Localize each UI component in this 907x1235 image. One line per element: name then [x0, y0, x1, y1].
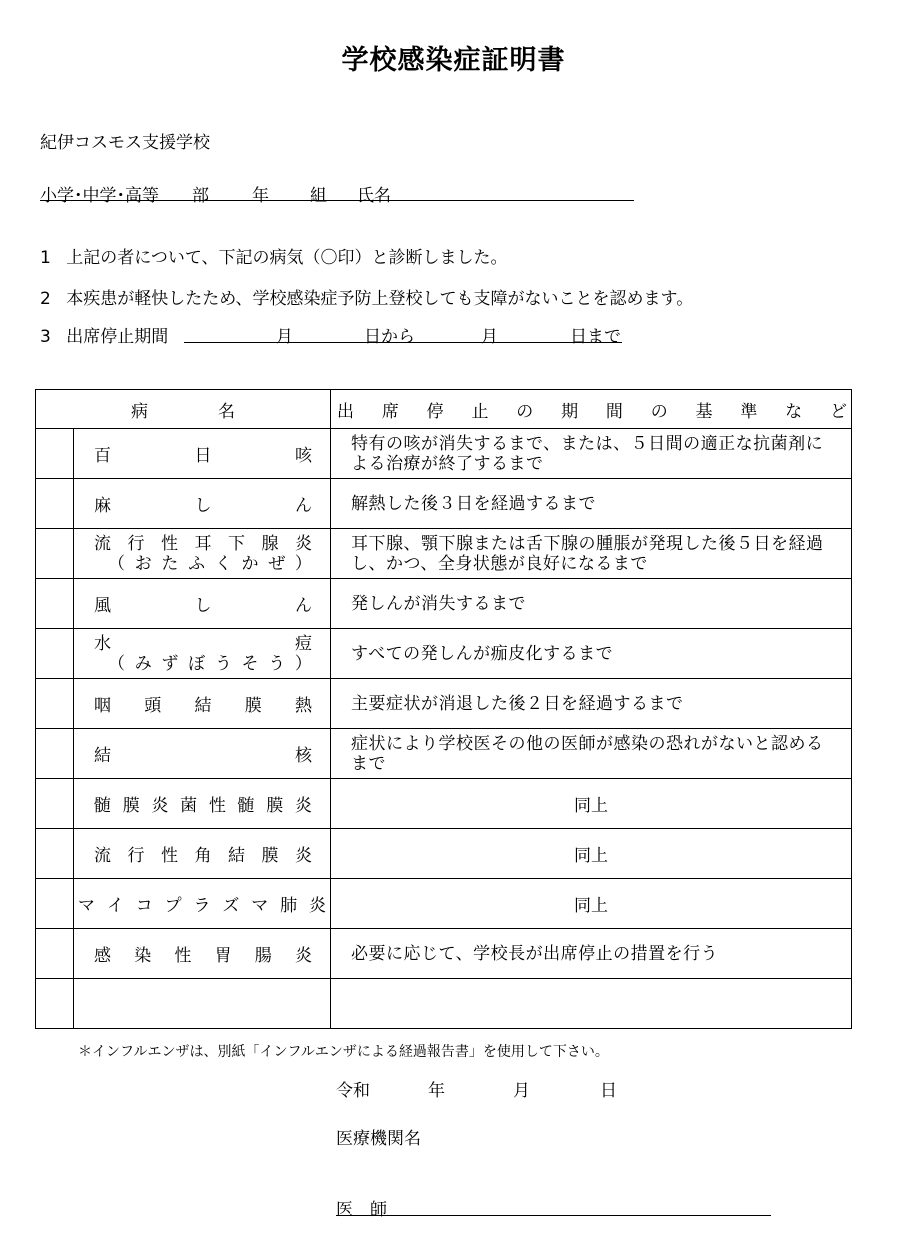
criteria-cell [331, 629, 852, 679]
disease-char: 行 [127, 846, 145, 866]
mark-cell[interactable] [36, 429, 74, 479]
disease-name [74, 441, 330, 466]
criteria-cell [331, 729, 852, 779]
mark-cell[interactable] [36, 979, 74, 1029]
division-label: 小学･中学･高等 [40, 186, 159, 206]
disease-char: 耳 [194, 533, 212, 554]
period-month-2: 月 [481, 327, 498, 347]
disease-cell [74, 829, 331, 879]
criteria-text: 症状により学校医その他の医師が感染の恐れがないと認めるまで [351, 733, 824, 774]
criteria-text: 耳下腺、顎下腺または舌下腺の腫脹が発現した後５日を経過し、かつ、全身状態が良好になるまで [351, 533, 824, 574]
mark-cell[interactable] [36, 929, 74, 979]
disease-name [74, 841, 330, 866]
disease-char: う [214, 653, 232, 674]
header-char: 停 [426, 401, 444, 422]
criteria-cell [331, 779, 852, 829]
disease-char: イ [106, 896, 124, 916]
disease-char: 咽 [94, 696, 111, 716]
disease-char: （ [108, 653, 125, 674]
disease-char: 膜 [244, 696, 262, 716]
disease-char: プ [164, 896, 182, 916]
disease-char: お [134, 553, 152, 574]
header-char: 基 [695, 401, 713, 422]
disease-char: ず [161, 653, 179, 674]
table-row [36, 929, 852, 979]
disease-char: マ [251, 896, 269, 916]
header-char: 期 [561, 401, 579, 422]
disease-char: ） [294, 653, 312, 674]
criteria-text: すべての発しんが痂皮化するまで [351, 643, 614, 664]
criteria-text: 同上 [574, 896, 608, 916]
disease-char: 膜 [266, 796, 284, 816]
disease-char: 炎 [295, 533, 312, 554]
disease-name [74, 941, 330, 966]
disease-cell [74, 579, 331, 629]
criteria-text: 必要に応じて、学校長が出席停止の措置を行う [351, 943, 719, 964]
header-disease [36, 397, 330, 422]
statement-text: 出席停止期間 [66, 327, 169, 347]
statement-1 [40, 243, 508, 268]
mark-cell[interactable] [36, 479, 74, 529]
disease-char: コ [135, 896, 153, 916]
table-row [36, 729, 852, 779]
table-row [36, 579, 852, 629]
header-char: な [785, 401, 803, 422]
disease-subname [94, 654, 312, 674]
disease-char: 風 [94, 596, 111, 616]
disease-char: う [268, 653, 286, 674]
disease-char: 髄 [237, 796, 255, 816]
disease-char: 痘 [295, 633, 312, 654]
disease-char: 肺 [280, 896, 298, 916]
bu-label: 部 [192, 186, 209, 206]
disease-char: み [134, 653, 152, 674]
header-char: 準 [740, 401, 758, 422]
mark-cell[interactable] [36, 579, 74, 629]
disease-char: か [241, 553, 259, 574]
disease-char: 結 [194, 696, 212, 716]
header-char: 出 [337, 401, 354, 422]
criteria-text: 特有の咳が消失するまで、または、５日間の適正な抗菌剤による治療が終了するまで [351, 433, 824, 474]
student-info-line [40, 181, 634, 206]
shimei-label: 氏名 [357, 186, 391, 206]
period-day-2: 日まで [570, 327, 621, 347]
disease-name [74, 791, 330, 816]
disease-char: 性 [161, 846, 178, 866]
table-row [36, 979, 852, 1029]
disease-cell [74, 429, 331, 479]
header-char: 間 [605, 401, 623, 422]
header-char: 席 [381, 401, 399, 422]
statement-text: 本疾患が軽快したため、学校感染症予防上登校しても支障がないことを認めます。 [66, 289, 694, 309]
kumi-label: 組 [310, 186, 327, 206]
institution-label: 医療機関名 [336, 1129, 421, 1149]
disease-char: ズ [222, 896, 240, 916]
table-row [36, 779, 852, 829]
disease-char: 性 [161, 533, 178, 554]
table-row [36, 829, 852, 879]
header-char: の [650, 401, 668, 422]
criteria-text: 発しんが消失するまで [351, 593, 526, 614]
nen-label: 年 [252, 186, 269, 206]
criteria-text: 同上 [574, 796, 608, 816]
table-row [36, 629, 852, 679]
disease-cell [74, 879, 331, 929]
date-month: 月 [513, 1081, 530, 1101]
mark-cell[interactable] [36, 779, 74, 829]
criteria-cell [331, 429, 852, 479]
disease-char: ） [294, 553, 312, 574]
disease-char: 炎 [295, 846, 312, 866]
statement-number: 3 [40, 327, 51, 347]
period-day-1: 日から [364, 327, 415, 347]
statement-number: 1 [40, 248, 51, 268]
criteria-cell [331, 979, 852, 1029]
disease-char: 炎 [309, 896, 326, 916]
disease-char: 下 [228, 533, 245, 554]
header-char: 病 [131, 401, 148, 422]
disease-cell [74, 729, 331, 779]
table-header-row [36, 390, 852, 429]
disease-name [74, 691, 330, 716]
disease-subname [94, 554, 312, 574]
criteria-cell [331, 829, 852, 879]
header-criteria-cell [331, 390, 852, 429]
mark-cell[interactable] [36, 829, 74, 879]
disease-char: 染 [134, 946, 152, 966]
disease-name [74, 741, 330, 766]
header-criteria [331, 397, 851, 422]
date-year: 年 [428, 1081, 445, 1101]
disease-char: 菌 [180, 796, 198, 816]
disease-char: し [194, 596, 212, 616]
disease-cell [74, 629, 331, 679]
disease-char: ぼ [188, 653, 206, 674]
disease-cell [74, 929, 331, 979]
disease-char: 胃 [214, 946, 232, 966]
mark-cell[interactable] [36, 679, 74, 729]
disease-char: た [161, 553, 179, 574]
disease-char: 頭 [144, 696, 162, 716]
disease-char: 炎 [294, 796, 312, 816]
disease-name [94, 534, 312, 554]
disease-char: 性 [174, 946, 192, 966]
disease-char: 行 [127, 533, 145, 554]
disease-char: ん [295, 596, 312, 616]
criteria-cell [331, 529, 852, 579]
disease-cell [74, 679, 331, 729]
criteria-cell [331, 879, 852, 929]
disease-char: 結 [228, 846, 245, 866]
criteria-text: 解熱した後３日を経過するまで [351, 493, 596, 514]
criteria-cell [331, 929, 852, 979]
criteria-cell [331, 679, 852, 729]
table-row [36, 479, 852, 529]
table-row [36, 529, 852, 579]
disease-char: ふ [188, 553, 206, 574]
period-month-1: 月 [276, 327, 293, 347]
disease-name [74, 891, 330, 916]
influenza-note: ＊インフルエンザは、別紙「インフルエンザによる経過報告書」を使用して下さい。 [78, 1044, 609, 1060]
disease-char: 腸 [254, 946, 272, 966]
doctor-line [336, 1195, 771, 1220]
disease-char: 感 [94, 946, 111, 966]
disease-char: 日 [194, 446, 212, 466]
disease-cell [74, 979, 331, 1029]
disease-char: 炎 [294, 946, 312, 966]
disease-char: 流 [94, 846, 111, 866]
table-row [36, 879, 852, 929]
header-char: 名 [218, 401, 235, 422]
disease-char: 咳 [295, 446, 312, 466]
disease-char: そ [241, 653, 259, 674]
date-day: 日 [600, 1081, 617, 1101]
school-name: 紀伊コスモス支援学校 [40, 133, 210, 153]
document-title: 学校感染症証明書 [341, 45, 566, 76]
header-disease-cell [36, 390, 331, 429]
criteria-cell [331, 579, 852, 629]
table-row [36, 679, 852, 729]
mark-cell[interactable] [36, 879, 74, 929]
disease-char: 髄 [94, 796, 111, 816]
disease-cell [74, 779, 331, 829]
period-line [184, 322, 622, 347]
header-char: ど [829, 401, 847, 422]
disease-char: 膜 [261, 846, 279, 866]
date-era: 令和 [336, 1081, 370, 1101]
disease-char: 麻 [94, 496, 111, 516]
header-char: 止 [471, 401, 489, 422]
header-char: の [516, 401, 534, 422]
disease-char: 熱 [295, 696, 312, 716]
disease-table [35, 389, 852, 1029]
criteria-text: 主要症状が消退した後２日を経過するまで [351, 693, 684, 714]
criteria-cell [331, 479, 852, 529]
disease-char: 水 [94, 633, 111, 654]
disease-char: 百 [94, 446, 111, 466]
statement-number: 2 [40, 289, 51, 309]
disease-char: マ [78, 896, 95, 916]
mark-cell[interactable] [36, 529, 74, 579]
disease-char: 腺 [261, 533, 279, 554]
disease-char: 結 [94, 746, 111, 766]
criteria-text: 同上 [574, 846, 608, 866]
disease-cell [74, 529, 331, 579]
disease-char: ん [295, 496, 312, 516]
disease-char: 性 [208, 796, 226, 816]
statement-text: 上記の者について、下記の病気（〇印）と診断しました。 [66, 248, 508, 268]
mark-cell[interactable] [36, 729, 74, 779]
disease-char: 流 [94, 533, 111, 554]
disease-char: 膜 [122, 796, 140, 816]
disease-name [94, 634, 312, 654]
disease-char: く [214, 553, 232, 574]
disease-char: 核 [295, 746, 312, 766]
statement-2 [40, 284, 693, 309]
doctor-label: 医 師 [336, 1200, 387, 1220]
disease-char: （ [108, 553, 125, 574]
disease-char: 角 [194, 846, 212, 866]
disease-name [74, 491, 330, 516]
statement-3 [40, 322, 168, 347]
table-row [36, 429, 852, 479]
disease-char: 炎 [151, 796, 169, 816]
mark-cell[interactable] [36, 629, 74, 679]
disease-char: ラ [193, 896, 211, 916]
disease-char: ぜ [268, 553, 286, 574]
disease-name [74, 591, 330, 616]
disease-char: し [194, 496, 212, 516]
disease-cell [74, 479, 331, 529]
